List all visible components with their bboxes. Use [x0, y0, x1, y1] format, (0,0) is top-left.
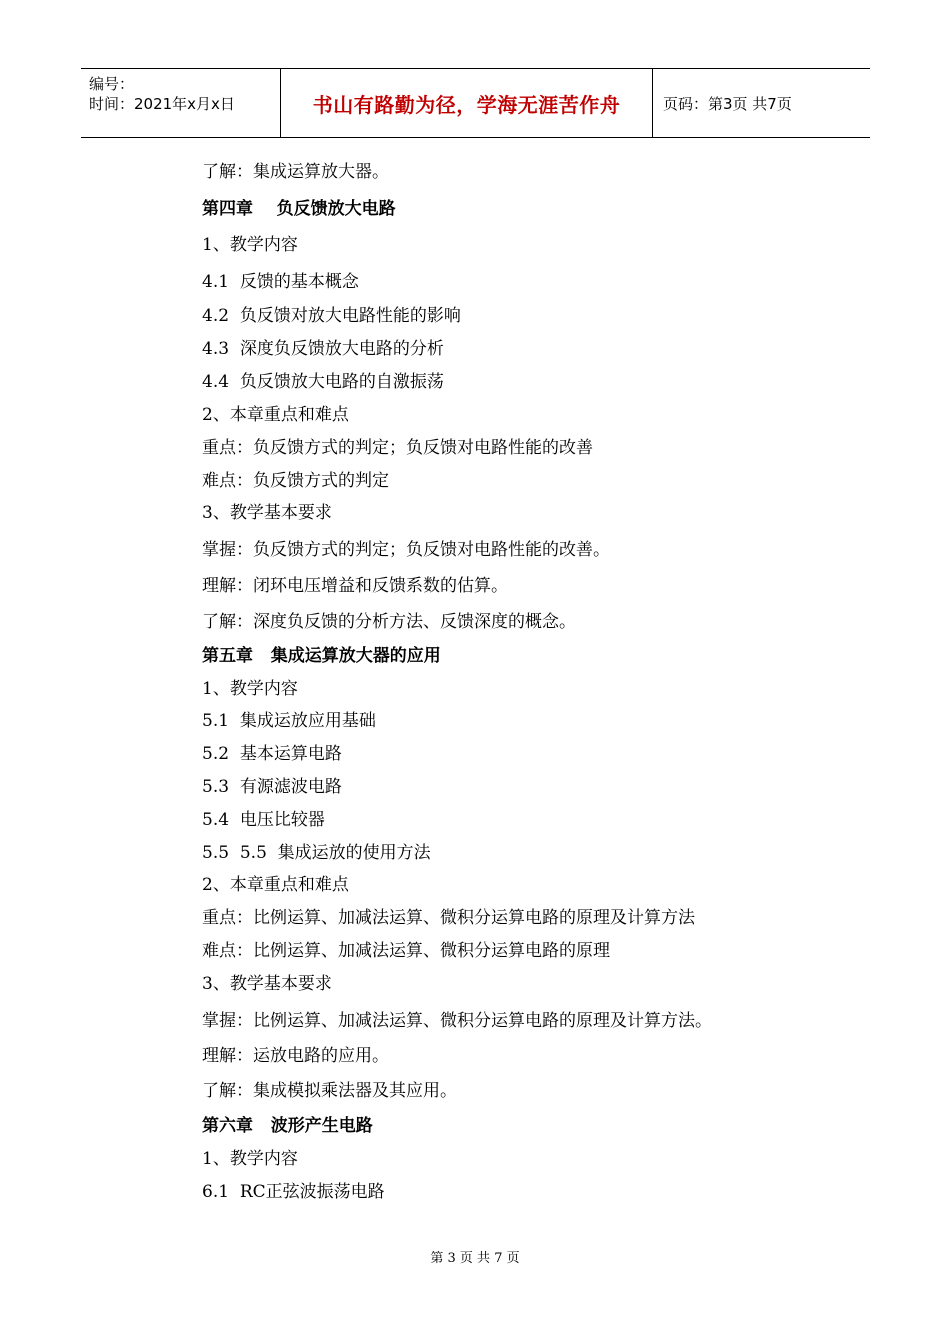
list-item: 5.5 5.5 集成运放的使用方法 [202, 843, 431, 863]
list-item: 6.1 RC正弦波振荡电路 [202, 1182, 385, 1202]
text-line: 了解：集成运算放大器。 [202, 162, 389, 182]
text-line: 了解：集成模拟乘法器及其应用。 [202, 1081, 457, 1101]
text-line: 1、教学内容 [202, 1149, 298, 1169]
text-line: 重点：负反馈方式的判定；负反馈对电路性能的改善 [202, 438, 593, 458]
list-item: 4.2 负反馈对放大电路性能的影响 [202, 306, 461, 326]
text-line: 掌握：比例运算、加减法运算、微积分运算电路的原理及计算方法。 [202, 1011, 712, 1031]
text-line: 1、教学内容 [202, 235, 298, 255]
text-line: 2、本章重点和难点 [202, 875, 349, 895]
text-line: 3、教学基本要求 [202, 974, 332, 994]
header-page-info: 页码：第3页 共7页 [663, 94, 792, 113]
document-time-label: 时间：2021年x月x日 [89, 95, 235, 113]
chapter-heading: 第六章 波形产生电路 [202, 1116, 373, 1136]
text-line: 理解：运放电路的应用。 [202, 1046, 389, 1066]
text-line: 了解：深度负反馈的分析方法、反馈深度的概念。 [202, 612, 576, 632]
header-right-cell [653, 69, 870, 137]
header-middle-cell [281, 69, 653, 137]
text-line: 3、教学基本要求 [202, 503, 332, 523]
header-motto: 书山有路勤为径，学海无涯苦作舟 [312, 92, 621, 117]
text-line: 1、教学内容 [202, 679, 298, 699]
list-item: 5.3 有源滤波电路 [202, 777, 342, 797]
chapter-heading: 第四章 负反馈放大电路 [202, 199, 396, 219]
text-line: 理解：闭环电压增益和反馈系数的估算。 [202, 576, 508, 596]
header-left-cell [81, 69, 281, 137]
list-item: 5.4 电压比较器 [202, 810, 325, 830]
document-number-label: 编号： [89, 75, 135, 93]
list-item: 4.1 反馈的基本概念 [202, 272, 359, 292]
list-item: 4.3 深度负反馈放大电路的分析 [202, 339, 444, 359]
list-item: 4.4 负反馈放大电路的自激振荡 [202, 372, 444, 392]
list-item: 5.2 基本运算电路 [202, 744, 342, 764]
chapter-heading: 第五章 集成运算放大器的应用 [202, 646, 441, 666]
text-line: 难点：比例运算、加减法运算、微积分运算电路的原理 [202, 941, 610, 961]
page-header [81, 68, 870, 138]
text-line: 2、本章重点和难点 [202, 405, 349, 425]
text-line: 重点：比例运算、加减法运算、微积分运算电路的原理及计算方法 [202, 908, 695, 928]
text-line: 掌握：负反馈方式的判定；负反馈对电路性能的改善。 [202, 540, 610, 560]
list-item: 5.1 集成运放应用基础 [202, 711, 376, 731]
text-line: 难点：负反馈方式的判定 [202, 471, 389, 491]
page-footer: 第 3 页 共 7 页 [430, 1251, 520, 1266]
